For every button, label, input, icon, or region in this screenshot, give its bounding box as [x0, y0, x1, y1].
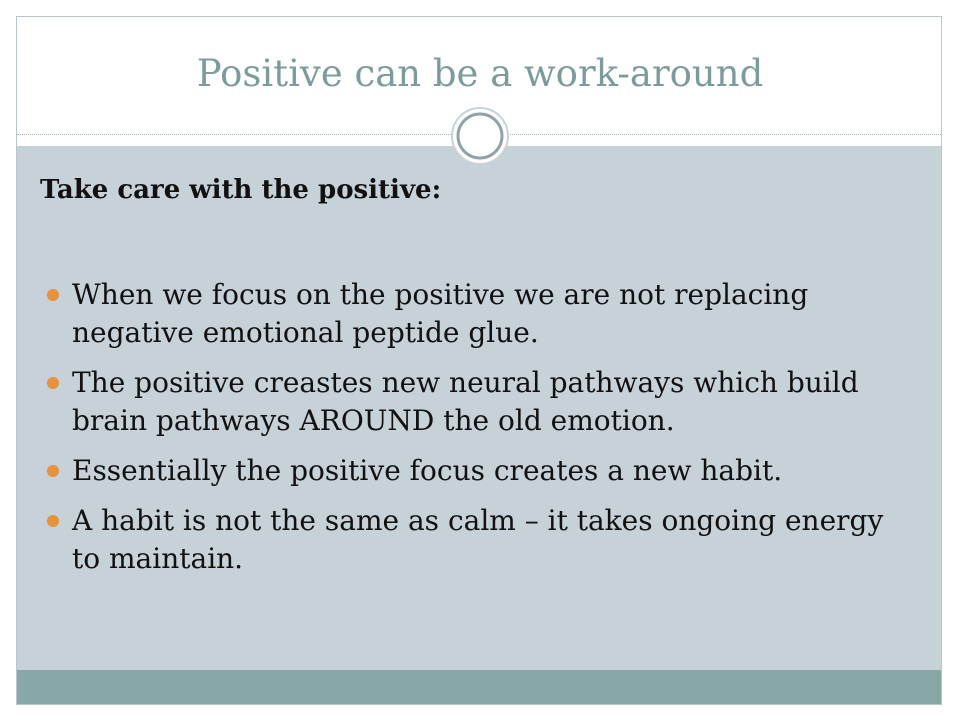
bullet-list — [40, 276, 910, 590]
subheading: Take care with the positive: — [40, 175, 442, 205]
bullet-text: Essentially the positive focus creates a new habit. — [72, 454, 783, 487]
bullet-icon — [47, 465, 59, 477]
bullet-text: When we focus on the positive we are not replacing negative emotional peptide glue. — [72, 278, 809, 349]
bullet-item — [40, 364, 910, 440]
bullet-text: A habit is not the same as calm – it takes ongoing energy to maintain. — [72, 504, 884, 575]
bullet-item — [40, 276, 910, 352]
bullet-item — [40, 502, 910, 578]
bullet-text: The positive creastes new neural pathways which build brain pathways AROUND the old emotion. — [72, 366, 859, 437]
bullet-item — [40, 452, 910, 490]
double-ring-circle-icon — [448, 104, 512, 168]
bullet-icon — [47, 377, 59, 389]
bullet-icon — [47, 515, 59, 527]
slide-title: Positive can be a work-around — [196, 52, 764, 95]
bullet-icon — [47, 289, 59, 301]
